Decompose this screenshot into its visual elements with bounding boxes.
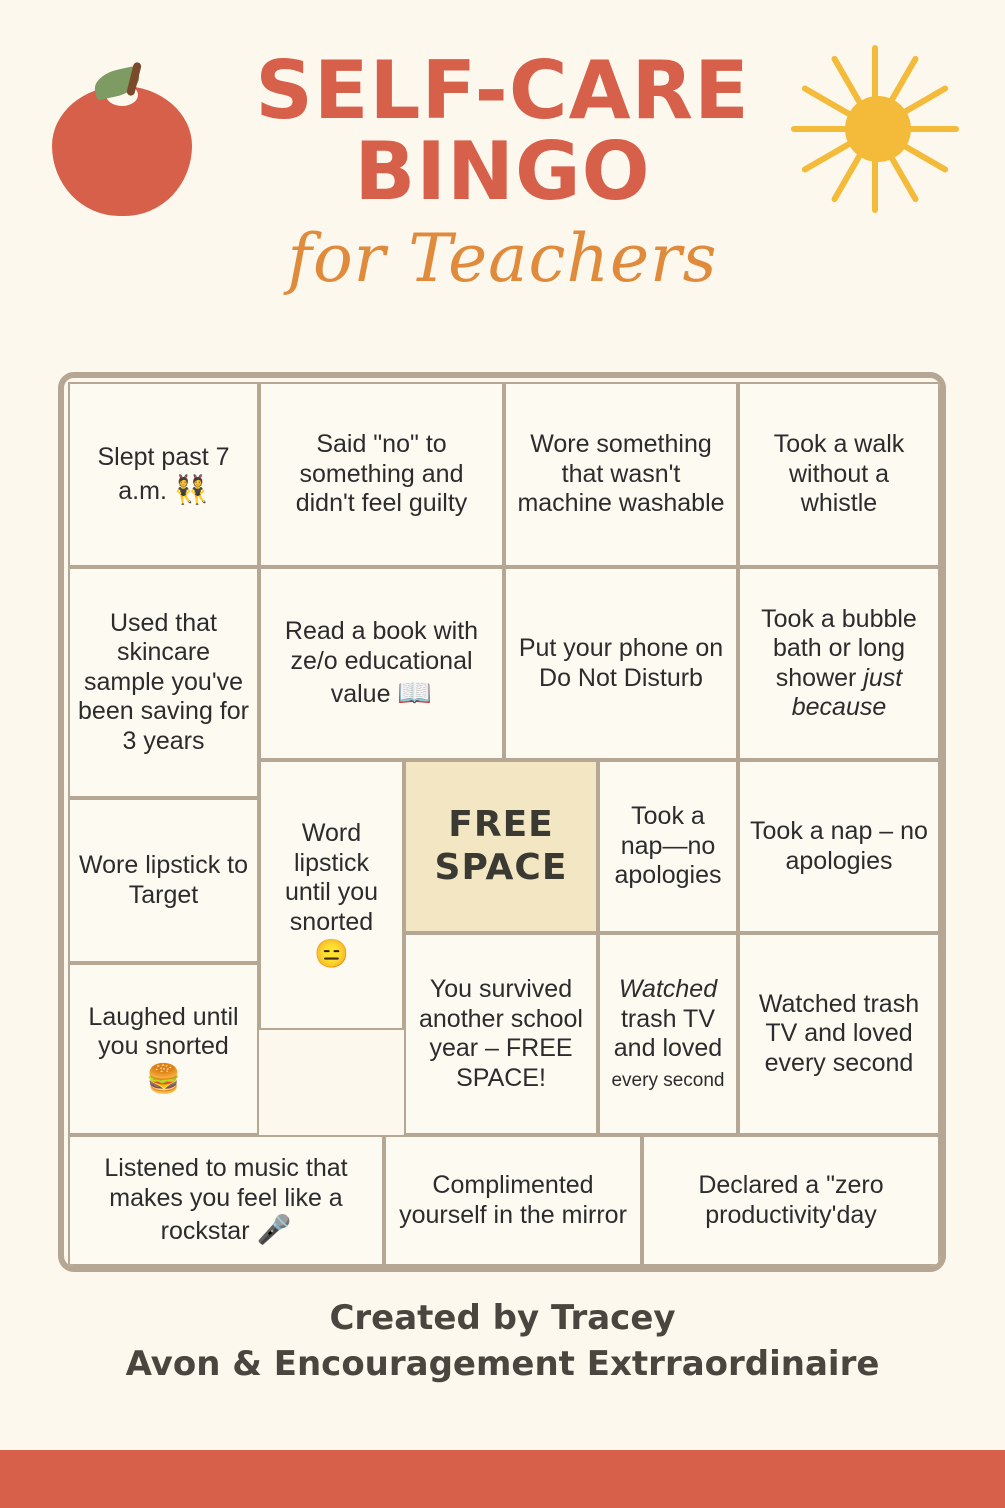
bingo-cell[interactable] [504,382,738,567]
bingo-cell-text: Took a nap – no apologies [750,817,928,875]
bingo-cell-text: Took a nap—no apologies [614,802,722,890]
bingo-cell[interactable] [259,567,504,760]
poster-footer [0,1298,1005,1384]
bingo-cell[interactable] [259,382,504,567]
bingo-cell-text: Declared a "zero productivity'day [698,1171,884,1229]
bingo-cell-text: Said "no" to something and didn't feel guilty [295,430,468,518]
bingo-cell-text: Used that skincare sample you've been saving for 3 years [78,608,249,755]
bingo-cell-text: Complimented yourself in the mirror [399,1171,627,1229]
page-title-line2: BINGO [354,125,651,219]
bingo-cell[interactable] [738,567,940,760]
bingo-cell-text: Took a walk without a whistle [773,430,905,518]
bingo-cell-text: Read a book with ze/o educational value 📖 [284,617,479,709]
bingo-cell[interactable] [738,382,940,567]
page-title-line1: SELF-CARE [255,44,750,137]
bingo-cell[interactable] [642,1135,940,1266]
bingo-cell[interactable] [738,760,940,933]
bingo-cell-text: Watched trash TV and loved every second [758,989,920,1077]
bingo-cell-text: Watched trash TV and loved every second [611,975,725,1091]
bingo-card [58,372,946,1272]
bingo-cell-text: You survived another school year – FREE SPACE! [418,975,583,1092]
poster-header [0,0,1005,350]
bingo-cell-text: Laughed until you snorted 🍔 [88,1002,239,1094]
bingo-cell[interactable] [68,963,259,1135]
bingo-cell-text: Took a bubble bath or long shower just because [761,604,917,721]
bottom-accent-bar [0,1450,1005,1508]
bingo-cell-text: FREE SPACE [434,804,568,888]
bingo-cell-text: Put your phone on Do Not Disturb [518,634,724,692]
bingo-cell[interactable] [404,933,598,1135]
bingo-cell[interactable] [384,1135,642,1266]
bingo-cell[interactable] [68,567,259,798]
bingo-cell[interactable] [504,567,738,760]
page-subtitle: for Teachers [287,220,718,298]
bingo-cell[interactable] [68,798,259,963]
bingo-cell-text: Slept past 7 a.m. 👯 [97,443,230,505]
bingo-cell-text: Listened to music that makes you feel like a rockstar 🎤 [104,1154,348,1246]
bingo-cell-text: Wore something that wasn't machine washable [517,430,725,518]
bingo-cell[interactable] [68,1135,384,1266]
bingo-cell[interactable] [259,760,404,1030]
bingo-cell-free-space[interactable] [404,760,598,933]
bingo-cell-text: Word lipstick until you snorted 😑 [284,819,379,970]
bingo-cell[interactable] [598,933,738,1135]
footer-credit-line2: Avon & Encouragement Extrraordinaire [125,1344,880,1384]
bingo-cell-text: Wore lipstick to Target [78,851,249,909]
bingo-cell[interactable] [738,933,940,1135]
title-block [0,44,1005,298]
footer-credit-line1: Created by Tracey [329,1298,676,1338]
bingo-cell[interactable] [68,382,259,567]
bingo-cell[interactable] [598,760,738,933]
